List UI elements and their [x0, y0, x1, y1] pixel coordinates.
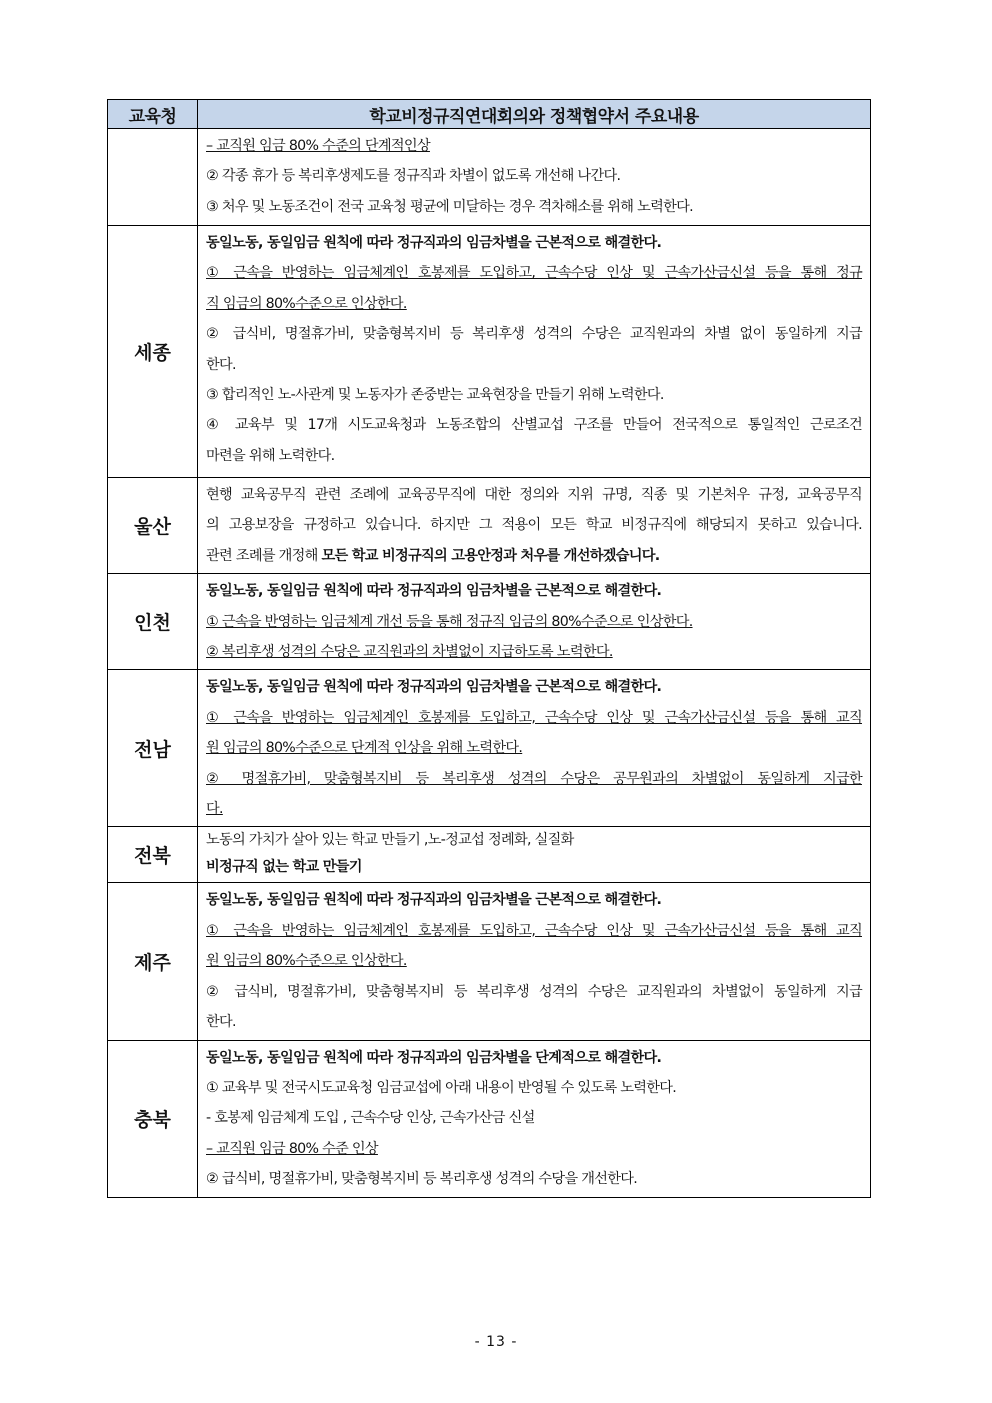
content-line: 한다. — [206, 1014, 236, 1031]
region-cell: 울산 — [108, 478, 198, 574]
page-number: - 13 - — [474, 1334, 518, 1350]
content-line: 동일노동, 동일임금 원칙에 따라 정규직과의 임금차별을 근본적으로 해결한다. — [206, 583, 662, 600]
content-line: 원 임금의 80%수준으로 인상한다. — [206, 953, 407, 970]
content-line: 비정규직 없는 학교 만들기 — [206, 859, 362, 876]
content-line: ① 근속을 반영하는 임금체계인 호봉제를 도입하고, 근속수당 인상 및 근속가산금신설 등을 통해 정규 — [206, 265, 862, 282]
content-line: 동일노동, 동일임금 원칙에 따라 정규직과의 임금차별을 근본적으로 해결한다. — [206, 679, 662, 696]
region-cell: 제주 — [108, 883, 198, 1040]
region-cell: 전북 — [108, 827, 198, 883]
content-line: – 교직원 임금 80% 수준 인상 — [206, 1140, 378, 1157]
content-cell — [198, 1040, 871, 1197]
content-line: ② 급식비, 명절휴가비, 맞춤형복지비 등 복리후생 성격의 수당을 개선한다. — [206, 1171, 638, 1188]
policy-table — [107, 99, 871, 1198]
region-cell: 인천 — [108, 574, 198, 670]
content-line: – 교직원 임금 80% 수준의 단계적인상 — [206, 138, 430, 154]
content-cell — [198, 129, 871, 226]
content-line: ① 교육부 및 전국시도교육청 임금교섭에 아래 내용이 반영될 수 있도록 노력한다. — [206, 1079, 677, 1096]
content-line: ③ 합리적인 노-사관계 및 노동자가 존중받는 교육현장을 만들기 위해 노력한다. — [206, 387, 664, 404]
content-line: ③ 처우 및 노동조건이 전국 교육청 평균에 미달하는 경우 격차해소를 위해 노력한다. — [206, 198, 693, 215]
content-line: ② 복리후생 성격의 수당은 교직원과의 차별없이 지급하도록 노력한다. — [206, 644, 613, 661]
table-row — [108, 883, 871, 1040]
content-line: 노동의 가치가 살아 있는 학교 만들기 ,노-정교섭 정례화, 실질화 — [206, 832, 574, 849]
content-line: 동일노동, 동일임금 원칙에 따라 정규직과의 임금차별을 단계적으로 해결한다. — [206, 1049, 662, 1066]
region-cell: 전남 — [108, 670, 198, 827]
content-line: 다. — [206, 801, 223, 818]
content-line: 직 임금의 80%수준으로 인상한다. — [206, 295, 407, 312]
content-line: ① 근속을 반영하는 임금체계인 호봉제를 도입하고, 근속수당 인상 및 근속가산금신설 등을 통해 교직 — [206, 922, 862, 939]
content-line: 동일노동, 동일임금 원칙에 따라 정규직과의 임금차별을 근본적으로 해결한다. — [206, 892, 662, 909]
content-cell — [198, 670, 871, 827]
content-line: 현행 교육공무직 관련 조례에 교육공무직에 대한 정의와 지위 규명, 직종 및 기본처우 규정, 교육공무직 — [206, 487, 862, 503]
content-line-emphasis: 모든 학교 비정규직의 고용안정과 처우를 개선하겠습니다. — [321, 547, 660, 564]
content-line: ② 각종 휴가 등 복리후생제도를 정규직과 차별이 없도록 개선해 나간다. — [206, 168, 621, 185]
table-header-row — [108, 100, 871, 129]
table-row — [108, 478, 871, 574]
content-cell — [198, 226, 871, 478]
content-line: ④ 교육부 및 17개 시도교육청과 노동조합의 산별교섭 구조를 만들어 전국적으로 통일적인 근로조건 — [206, 417, 862, 434]
content-cell — [198, 883, 871, 1040]
content-line: 동일노동, 동일임금 원칙에 따라 정규직과의 임금차별을 근본적으로 해결한다. — [206, 235, 662, 251]
content-line: 원 임금의 80%수준으로 단계적 인상을 위해 노력한다. — [206, 740, 523, 757]
header-contents: 학교비정규직연대회의와 정책협약서 주요내용 — [198, 100, 871, 129]
content-line: ① 근속을 반영하는 임금체계 개선 등을 통해 정규직 임금의 80%수준으로 인상한다. — [206, 613, 693, 630]
content-line: ② 급식비, 명절휴가비, 맞춤형복지비 등 복리후생 성격의 수당은 교직원과의 차별없이 동일하게 지급 — [206, 983, 862, 1000]
content-line: ① 근속을 반영하는 임금체계인 호봉제를 도입하고, 근속수당 인상 및 근속가산금신설 등을 통해 교직 — [206, 709, 862, 726]
content-line: ② 급식비, 명절휴가비, 맞춤형복지비 등 복리후생 성격의 수당은 교직원과의 차별 없이 동일하게 지급 — [206, 326, 862, 343]
table-row — [108, 129, 871, 226]
region-cell: 세종 — [108, 226, 198, 478]
table-row — [108, 1040, 871, 1197]
content-line: - 호봉제 임금체계 도입 , 근속수당 인상, 근속가산금 신설 — [206, 1110, 535, 1127]
content-cell — [198, 827, 871, 883]
table-row — [108, 226, 871, 478]
content-line: 의 고용보장을 규정하고 있습니다. 하지만 그 적용이 모든 학교 비정규직에 해당되지 못하고 있습니다. — [206, 517, 862, 534]
content-cell — [198, 574, 871, 670]
region-cell — [108, 129, 198, 226]
region-cell: 충북 — [108, 1040, 198, 1197]
table-row — [108, 574, 871, 670]
table-row — [108, 827, 871, 883]
content-line: 마련을 위해 노력한다. — [206, 447, 335, 464]
content-line: 한다. — [206, 356, 236, 373]
table-row — [108, 670, 871, 827]
content-line: ② 명절휴가비, 맞춤형복지비 등 복리후생 성격의 수당은 공무원과의 차별없이 동일하게 지급한 — [206, 770, 862, 787]
content-line: 관련 조례를 개정해 — [206, 547, 322, 564]
content-cell — [198, 478, 871, 574]
header-office: 교육청 — [108, 100, 198, 129]
